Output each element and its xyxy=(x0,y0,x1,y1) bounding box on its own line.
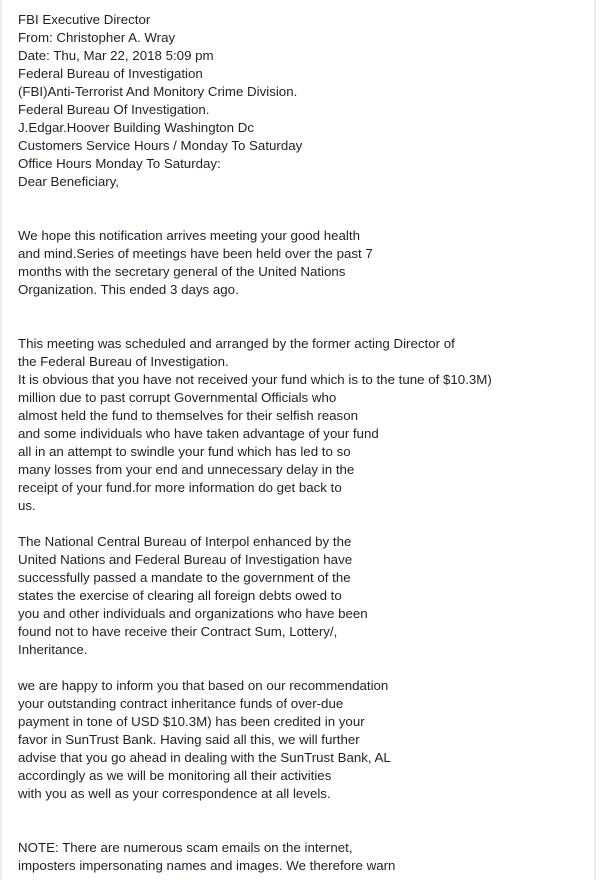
paragraph-line: almost held the fund to themselves for their selfish reason xyxy=(18,408,358,423)
paragraph-line: accordingly as we will be monitoring all their activities xyxy=(18,768,332,783)
header-line: Federal Bureau of Investigation xyxy=(18,66,203,81)
spacer xyxy=(18,659,593,677)
paragraph-line: and some individuals who have taken advantage of your fund xyxy=(18,426,379,441)
paragraph-2 xyxy=(18,335,593,515)
email-body xyxy=(18,11,593,875)
paragraph-line: states the exercise of clearing all foreign debts owed to xyxy=(18,588,342,603)
spacer xyxy=(18,515,593,533)
paragraph-line: found not to have receive their Contract Sum, Lottery/, xyxy=(18,624,338,639)
header-line: (FBI)Anti-Terrorist And Monitory Crime Division. xyxy=(18,84,298,99)
spacer xyxy=(18,803,593,839)
paragraph-line: We hope this notification arrives meeting your good health xyxy=(18,228,360,243)
paragraph-line: favor in SunTrust Bank. Having said all this, we will further xyxy=(18,732,360,747)
paragraph-1 xyxy=(18,227,593,299)
note-line: NOTE: There are numerous scam emails on the internet, xyxy=(18,840,353,855)
paragraph-line: all in an attempt to swindle your fund which has led to so xyxy=(18,444,351,459)
header-line: Federal Bureau Of Investigation. xyxy=(18,102,210,117)
email-header-block xyxy=(18,11,593,191)
paragraph-line: advise that you go ahead in dealing with the SunTrust Bank, AL xyxy=(18,750,391,765)
address-line: J.Edgar.Hoover Building Washington Dc xyxy=(18,120,255,135)
paragraph-line: Inheritance. xyxy=(18,642,88,657)
paragraph-line: This meeting was scheduled and arranged by the former acting Director of xyxy=(18,336,455,351)
paragraph-4 xyxy=(18,677,593,803)
sender-title: FBI Executive Director xyxy=(18,12,151,27)
paragraph-line: months with the secretary general of the United Nations xyxy=(18,264,346,279)
paragraph-note xyxy=(18,839,593,875)
from-line: From: Christopher A. Wray xyxy=(18,30,176,45)
paragraph-line: we are happy to inform you that based on our recommendation xyxy=(18,678,389,693)
paragraph-line: Organization. This ended 3 days ago. xyxy=(18,282,239,297)
paragraph-line: the Federal Bureau of Investigation. xyxy=(18,354,229,369)
paragraph-line: and mind.Series of meetings have been held over the past 7 xyxy=(18,246,373,261)
paragraph-line: United Nations and Federal Bureau of Investigation have xyxy=(18,552,353,567)
spacer xyxy=(18,299,593,335)
paragraph-line: us. xyxy=(18,498,36,513)
paragraph-line: with you as well as your correspondence at all levels. xyxy=(18,786,331,801)
paragraph-3 xyxy=(18,533,593,659)
paragraph-line: your outstanding contract inheritance funds of over-due xyxy=(18,696,344,711)
spacer xyxy=(18,191,593,227)
office-hours-line: Office Hours Monday To Saturday: xyxy=(18,156,221,171)
salutation: Dear Beneficiary, xyxy=(18,174,119,189)
paragraph-line: million due to past corrupt Governmental Officials who xyxy=(18,390,337,405)
paragraph-line: receipt of your fund.for more information do get back to xyxy=(18,480,342,495)
date-line: Date: Thu, Mar 22, 2018 5:09 pm xyxy=(18,48,214,63)
paragraph-line: The National Central Bureau of Interpol enhanced by the xyxy=(18,534,352,549)
note-line: imposters impersonating names and images. We therefore warn xyxy=(18,858,396,873)
paragraph-line: many losses from your end and unnecessary delay in the xyxy=(18,462,355,477)
paragraph-line: It is obvious that you have not received your fund which is to the tune of $10.3M) xyxy=(18,372,492,387)
paragraph-line: you and other individuals and organizations who have been xyxy=(18,606,368,621)
paragraph-line: payment in tone of USD $10.3M) has been credited in your xyxy=(18,714,365,729)
service-hours-line: Customers Service Hours / Monday To Saturday xyxy=(18,138,303,153)
paragraph-line: successfully passed a mandate to the government of the xyxy=(18,570,351,585)
